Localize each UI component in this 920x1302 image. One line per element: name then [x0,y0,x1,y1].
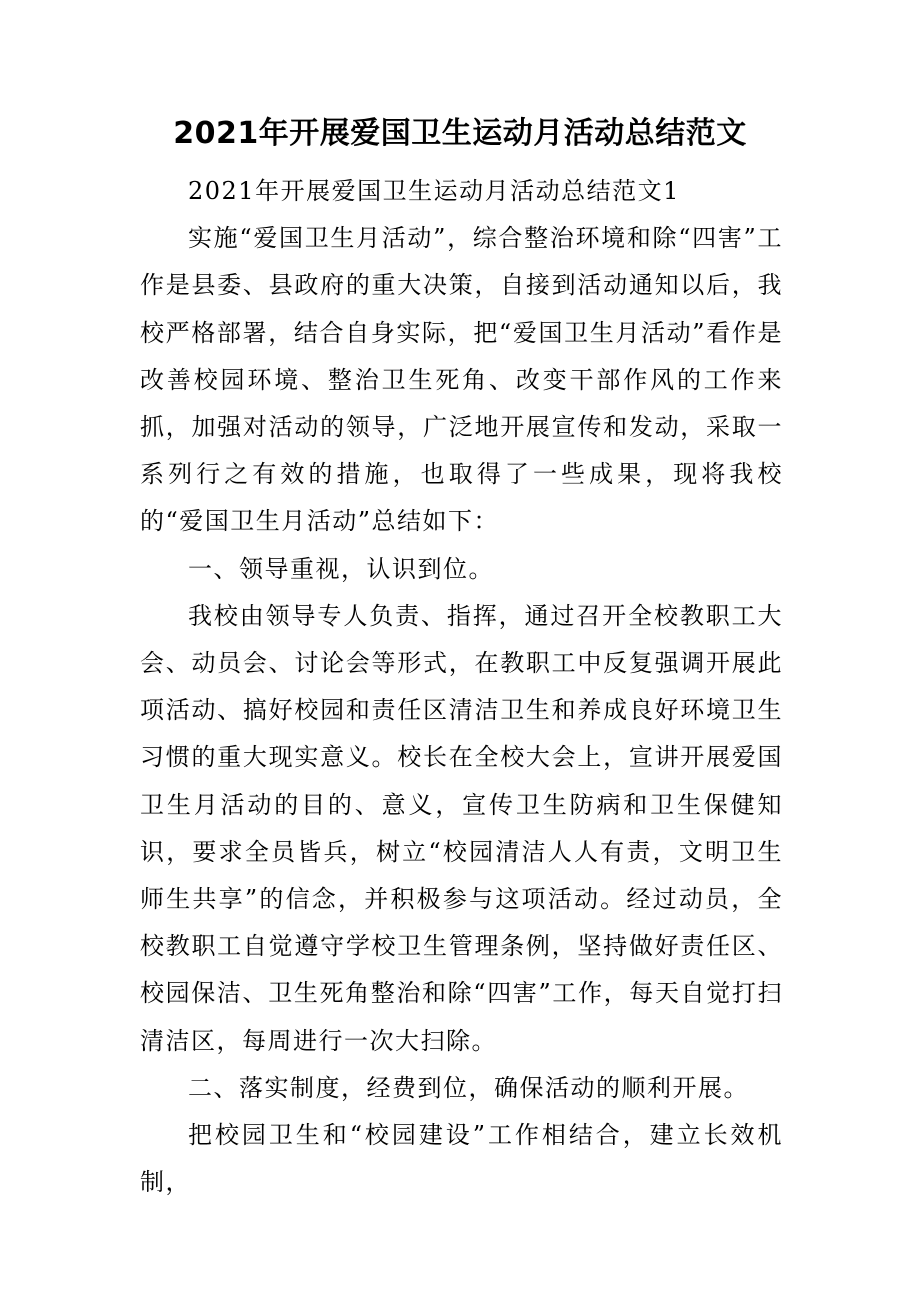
section-heading-2: 二、落实制度，经费到位，确保活动的顺利开展。 [188,1073,749,1102]
document-title: 2021年开展爱国卫生运动月活动总结范文 [173,116,747,151]
paragraph-subtitle: 2021年开展爱国卫生运动月活动总结范文1 [188,177,680,205]
paragraph-intro: 实施“爱国卫生月活动”，综合整治环境和除“四害”工作是县委、县政府的重大决策，自接到活动通知以后，我校严格部署，结合自身实际，把“爱国卫生月活动”看作是改善校园环境、整治卫生死角、改变干部作风的工作来抓，加强对活动的领导，广泛地开展宣传和发动，采取一系列行之有效的措施，也取得了一些成果，现将我校的“爱国卫生月活动”总结如下： [140,224,783,536]
paragraph-section-1: 我校由领导专人负责、指挥，通过召开全校教职工大会、动员会、讨论会等形式，在教职工中反复强调开展此项活动、搞好校园和责任区清洁卫生和养成良好环境卫生习惯的重大现实意义。校长在全校大会上，宣讲开展爱国卫生月活动的目的、意义，宣传卫生防病和卫生保健知识，要求全员皆兵，树立“校园清洁人人有责，文明卫生师生共享”的信念，并积极参与这项活动。经过动员，全校教职工自觉遵守学校卫生管理条例，坚持做好责任区、校园保洁、卫生死角整治和除“四害”工作，每天自觉打扫清洁区，每周进行一次大扫除。 [140,601,783,1055]
paragraph-section-2: 把校园卫生和“校园建设”工作相结合，建立长效机制， [140,1121,783,1197]
document-body [140,168,783,1206]
section-heading-1: 一、领导重视，认识到位。 [188,554,494,583]
